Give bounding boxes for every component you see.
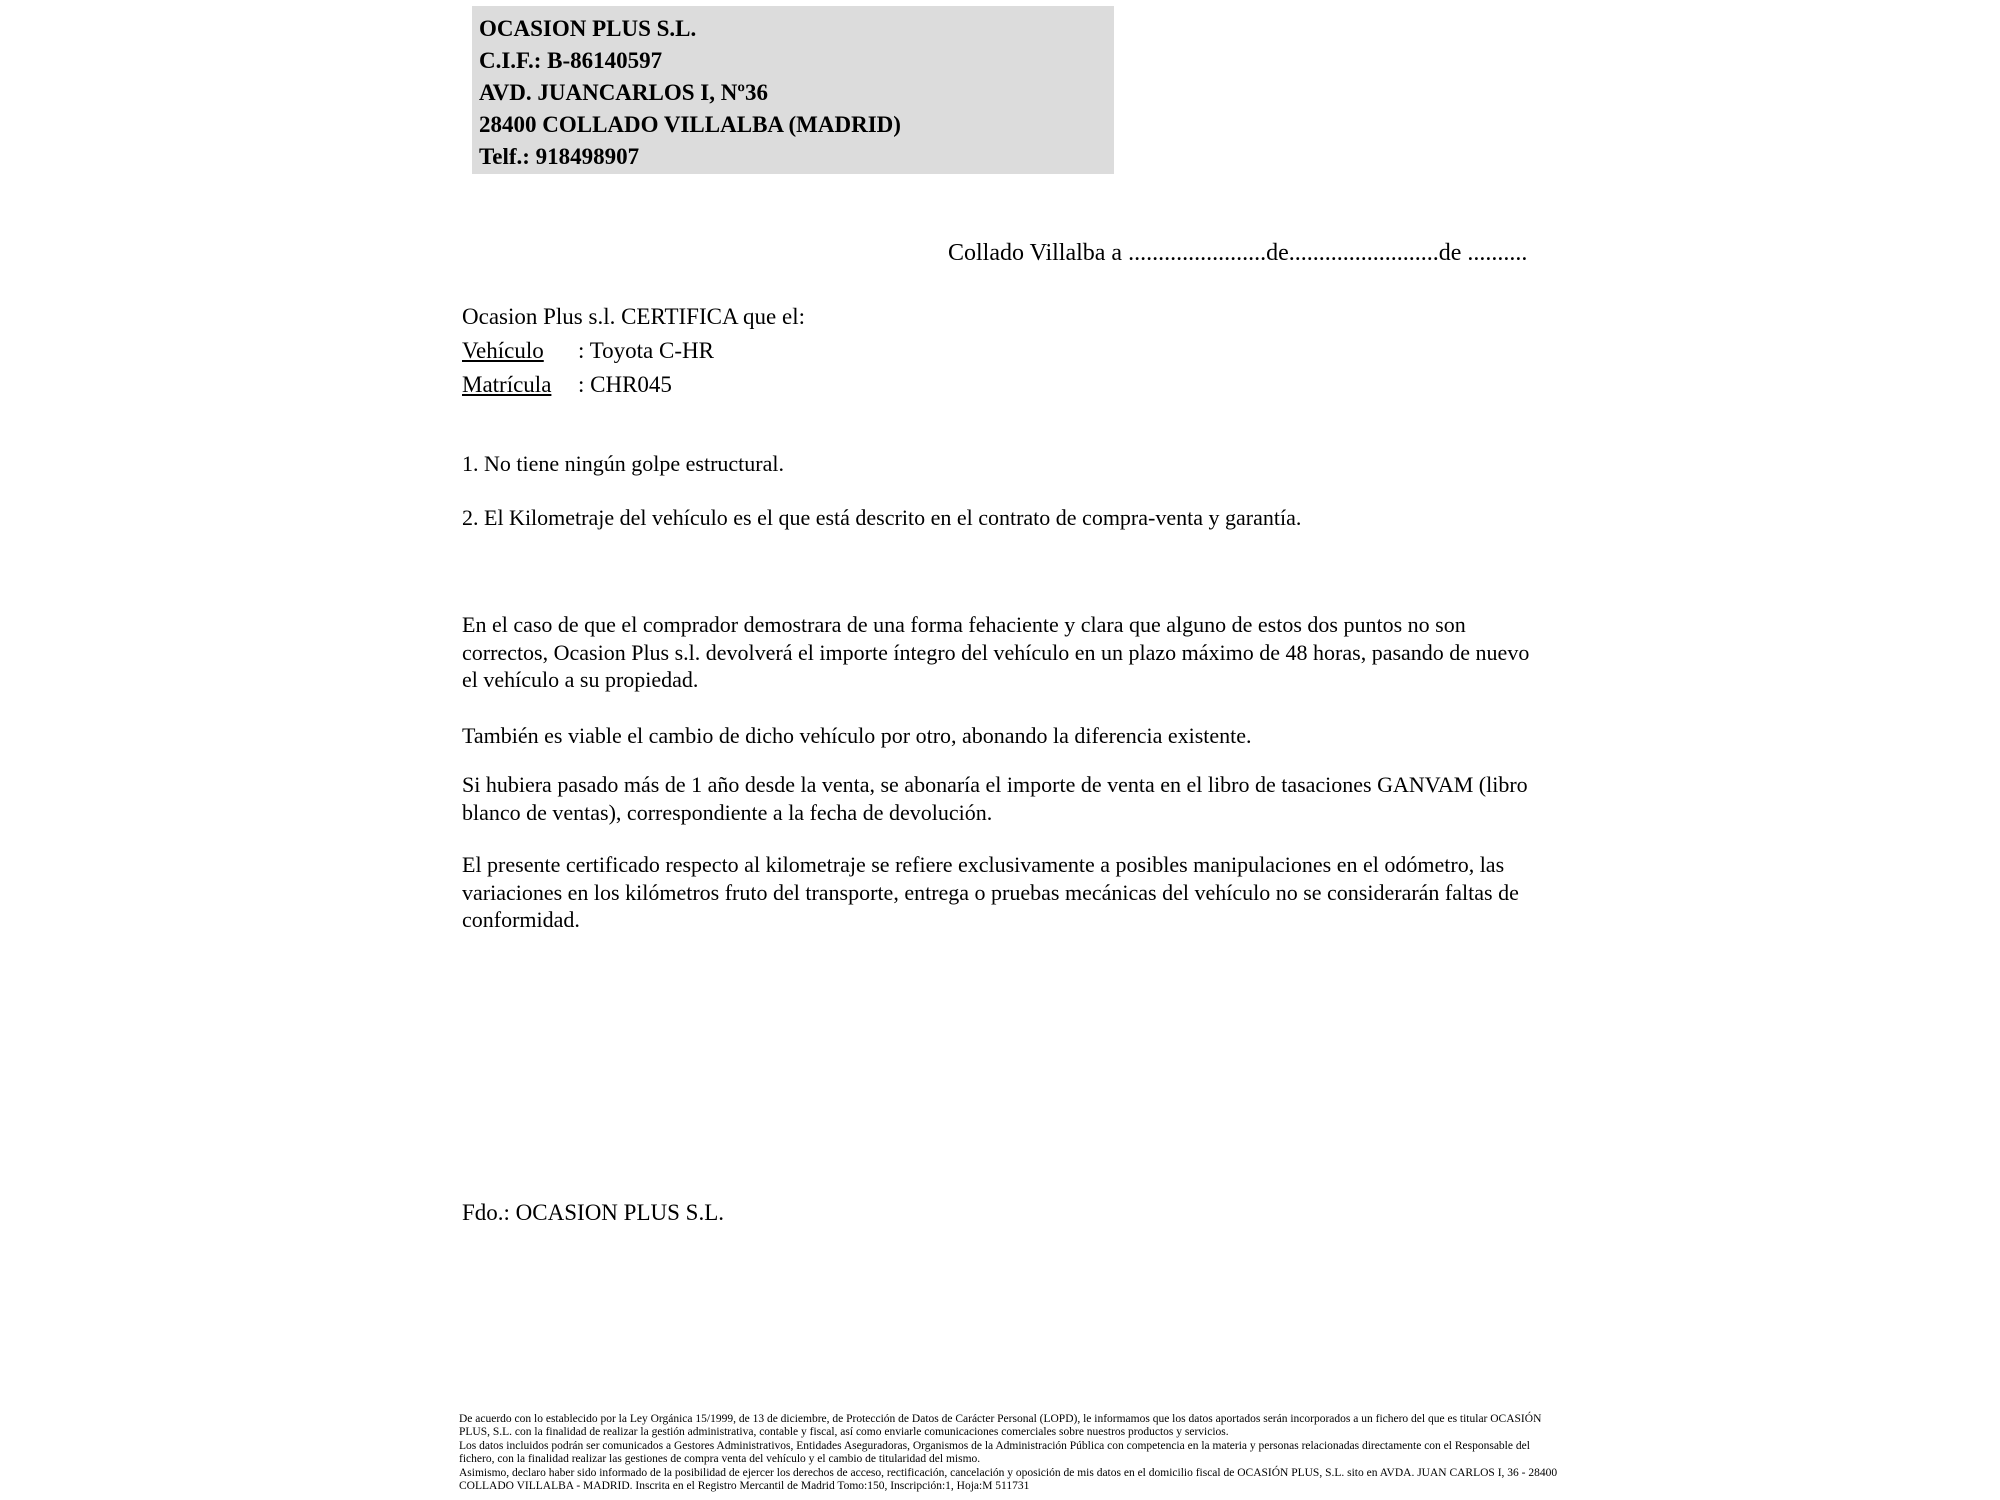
legal-footer <box>459 1413 1559 1493</box>
letterhead <box>472 6 1114 174</box>
vehicle-row <box>462 334 805 368</box>
certified-point-mileage: 2. El Kilometraje del vehículo es el que está descrito en el contrato de compra-venta y garantía. <box>462 505 1302 530</box>
paragraph-exchange-clause: También es viable el cambio de dicho vehículo por otro, abonando la diferencia existente. <box>462 723 1252 748</box>
company-address: AVD. JUANCARLOS I, Nº36 <box>479 80 768 105</box>
legal-paragraph-lopd: De acuerdo con lo establecido por la Ley Orgánica 15/1999, de 13 de diciembre, de Protección de Datos de Carácter Personal (LOPD), le informamos que los datos aportados serán incorporados a un fichero del que es titular OCASIÓN PLUS, S.L. con la finalidad de realizar la gestión administrativa, contable y fiscal, así como enviarle comunicaciones comerciales sobre nuestros productos y servicios. <box>459 1413 1542 1439</box>
certification-intro: Ocasion Plus s.l. CERTIFICA que el: <box>462 304 805 329</box>
company-phone: Telf.: 918498907 <box>479 144 640 169</box>
paragraph-refund-clause: En el caso de que el comprador demostrara de una forma fehaciente y clara que alguno de estos dos puntos no son correctos, Ocasion Plus s.l. devolverá el importe íntegro del vehículo en un plazo máximo de 48 horas, pasando de nuevo el vehículo a su propiedad. <box>462 612 1530 692</box>
plate-label: Matrícula <box>462 372 552 397</box>
plate-row <box>462 368 805 402</box>
plate-value: : CHR045 <box>578 372 672 397</box>
legal-paragraph-rights-registry: Asimismo, declaro haber sido informado de la posibilidad de ejercer los derechos de acceso, rectificación, cancelación y oposición de mis datos en el domicilio fiscal de OCASIÓN PLUS, S.L. sito en AVDA. JUAN CARLOS I, 36 - 28400 COLLADO VILLALBA - MADRID. Inscrita en el Registro Mercantil de Madrid Tomo:150, Inscripción:1, Hoja:M 511731 <box>459 1466 1558 1493</box>
signature-line: Fdo.: OCASION PLUS S.L. <box>462 1200 724 1225</box>
company-city: 28400 COLLADO VILLALBA (MADRID) <box>479 112 901 137</box>
paragraph-odometer-clause: El presente certificado respecto al kilometraje se refiere exclusivamente a posibles manipulaciones en el odómetro, las variaciones en los kilómetros fruto del transporte, entrega o pruebas mecánicas del vehículo no se considerarán faltas de conformidad. <box>462 852 1519 932</box>
legal-paragraph-data-sharing: Los datos incluidos podrán ser comunicados a Gestores Administrativos, Entidades Aseguradoras, Organismos de la Administración Pública con competencia en la materia y personas relacionadas directamente con el Responsable del fichero, con la finalidad realizar las gestiones de compra venta del vehículo y el cambio de titularidad del mismo. <box>459 1439 1530 1466</box>
company-name: OCASION PLUS S.L. <box>479 16 697 41</box>
date-place-line: Collado Villalba a .......................de.........................de .......... <box>948 240 1528 266</box>
paragraph-ganvam-clause: Si hubiera pasado más de 1 año desde la venta, se abonaría el importe de venta en el libro de tasaciones GANVAM (libro blanco de ventas), correspondiente a la fecha de devolución. <box>462 772 1528 825</box>
company-cif: C.I.F.: B-86140597 <box>479 48 663 73</box>
certified-point-structural: 1. No tiene ningún golpe estructural. <box>462 451 784 476</box>
certification-block <box>462 300 805 402</box>
vehicle-value: : Toyota C-HR <box>578 338 714 363</box>
vehicle-label: Vehículo <box>462 338 544 363</box>
